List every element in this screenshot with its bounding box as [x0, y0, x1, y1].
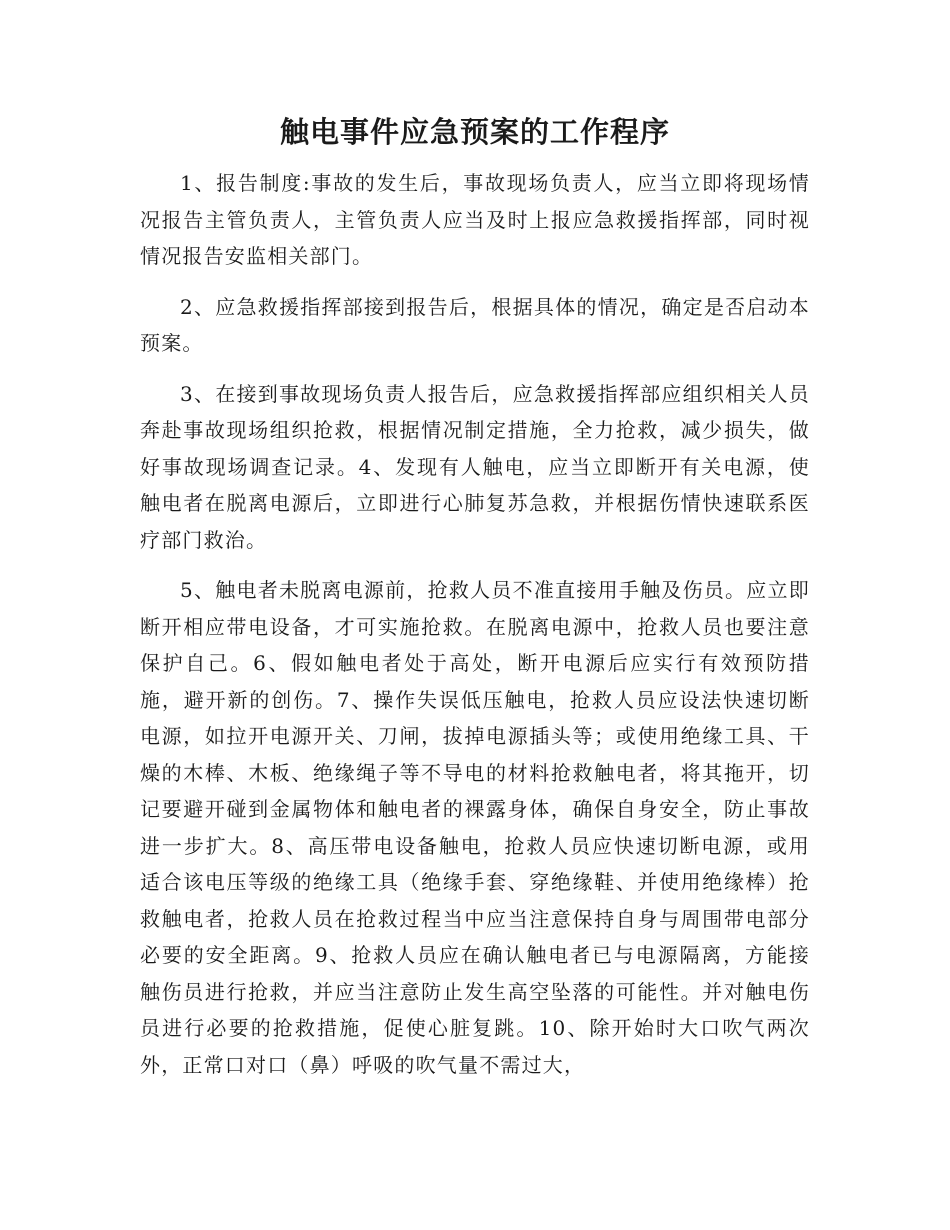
paragraph-reporting-system: 1、报告制度:事故的发生后，事故现场负责人，应当立即将现场情况报告主管负责人，主管负责人应当及时上报应急救援指挥部，同时视情况报告安监相关部门。	[140, 171, 810, 268]
paragraph-plan-activation: 2、应急救援指挥部接到报告后，根据具体的情况，确定是否启动本预案。	[140, 294, 810, 355]
document-title: 触电事件应急预案的工作程序	[279, 115, 670, 149]
document-body	[140, 165, 810, 1097]
paragraph-rescue-procedures: 5、触电者未脱离电源前，抢救人员不准直接用手触及伤员。应立即断开相应带电设备，才可实施抢救。在脱离电源中，抢救人员也要注意保护自己。6、假如触电者处于高处，断开电源后应实行有效预防措施，避开新的创伤。7、操作失误低压触电，抢救人员应设法快速切断电源，如拉开电源开关、刀闸，拔掉电源插头等；或使用绝缘工具、干燥的木棒、木板、绝缘绳子等不导电的材料抢救触电者，将其拖开，切记要避开碰到金属物体和触电者的裸露身体，确保自身安全，防止事故进一步扩大。8、高压带电设备触电，抢救人员应快速切断电源，或用适合该电压等级的绝缘工具（绝缘手套、穿绝缘鞋、并使用绝缘棒）抢救触电者，抢救人员在抢救过程当中应当注意保持自身与周围带电部分必要的安全距离。9、抢救人员应在确认触电者已与电源隔离，方能接触伤员进行抢救，并应当注意防止发生高空坠落的可能性。并对触电伤员进行必要的抢救措施，促使心脏复跳。10、除开始时大口吹气两次外，正常口对口（鼻）呼吸的吹气量不需过大，	[140, 578, 810, 1077]
paragraph-rescue-organization: 3、在接到事故现场负责人报告后，应急救援指挥部应组织相关人员奔赴事故现场组织抢救，根据情况制定措施，全力抢救，减少损失，做好事故现场调查记录。4、发现有人触电，应当立即断开有关电源，使触电者在脱离电源后，立即进行心肺复苏急救，并根据伤情快速联系医疗部门救治。	[140, 381, 810, 552]
